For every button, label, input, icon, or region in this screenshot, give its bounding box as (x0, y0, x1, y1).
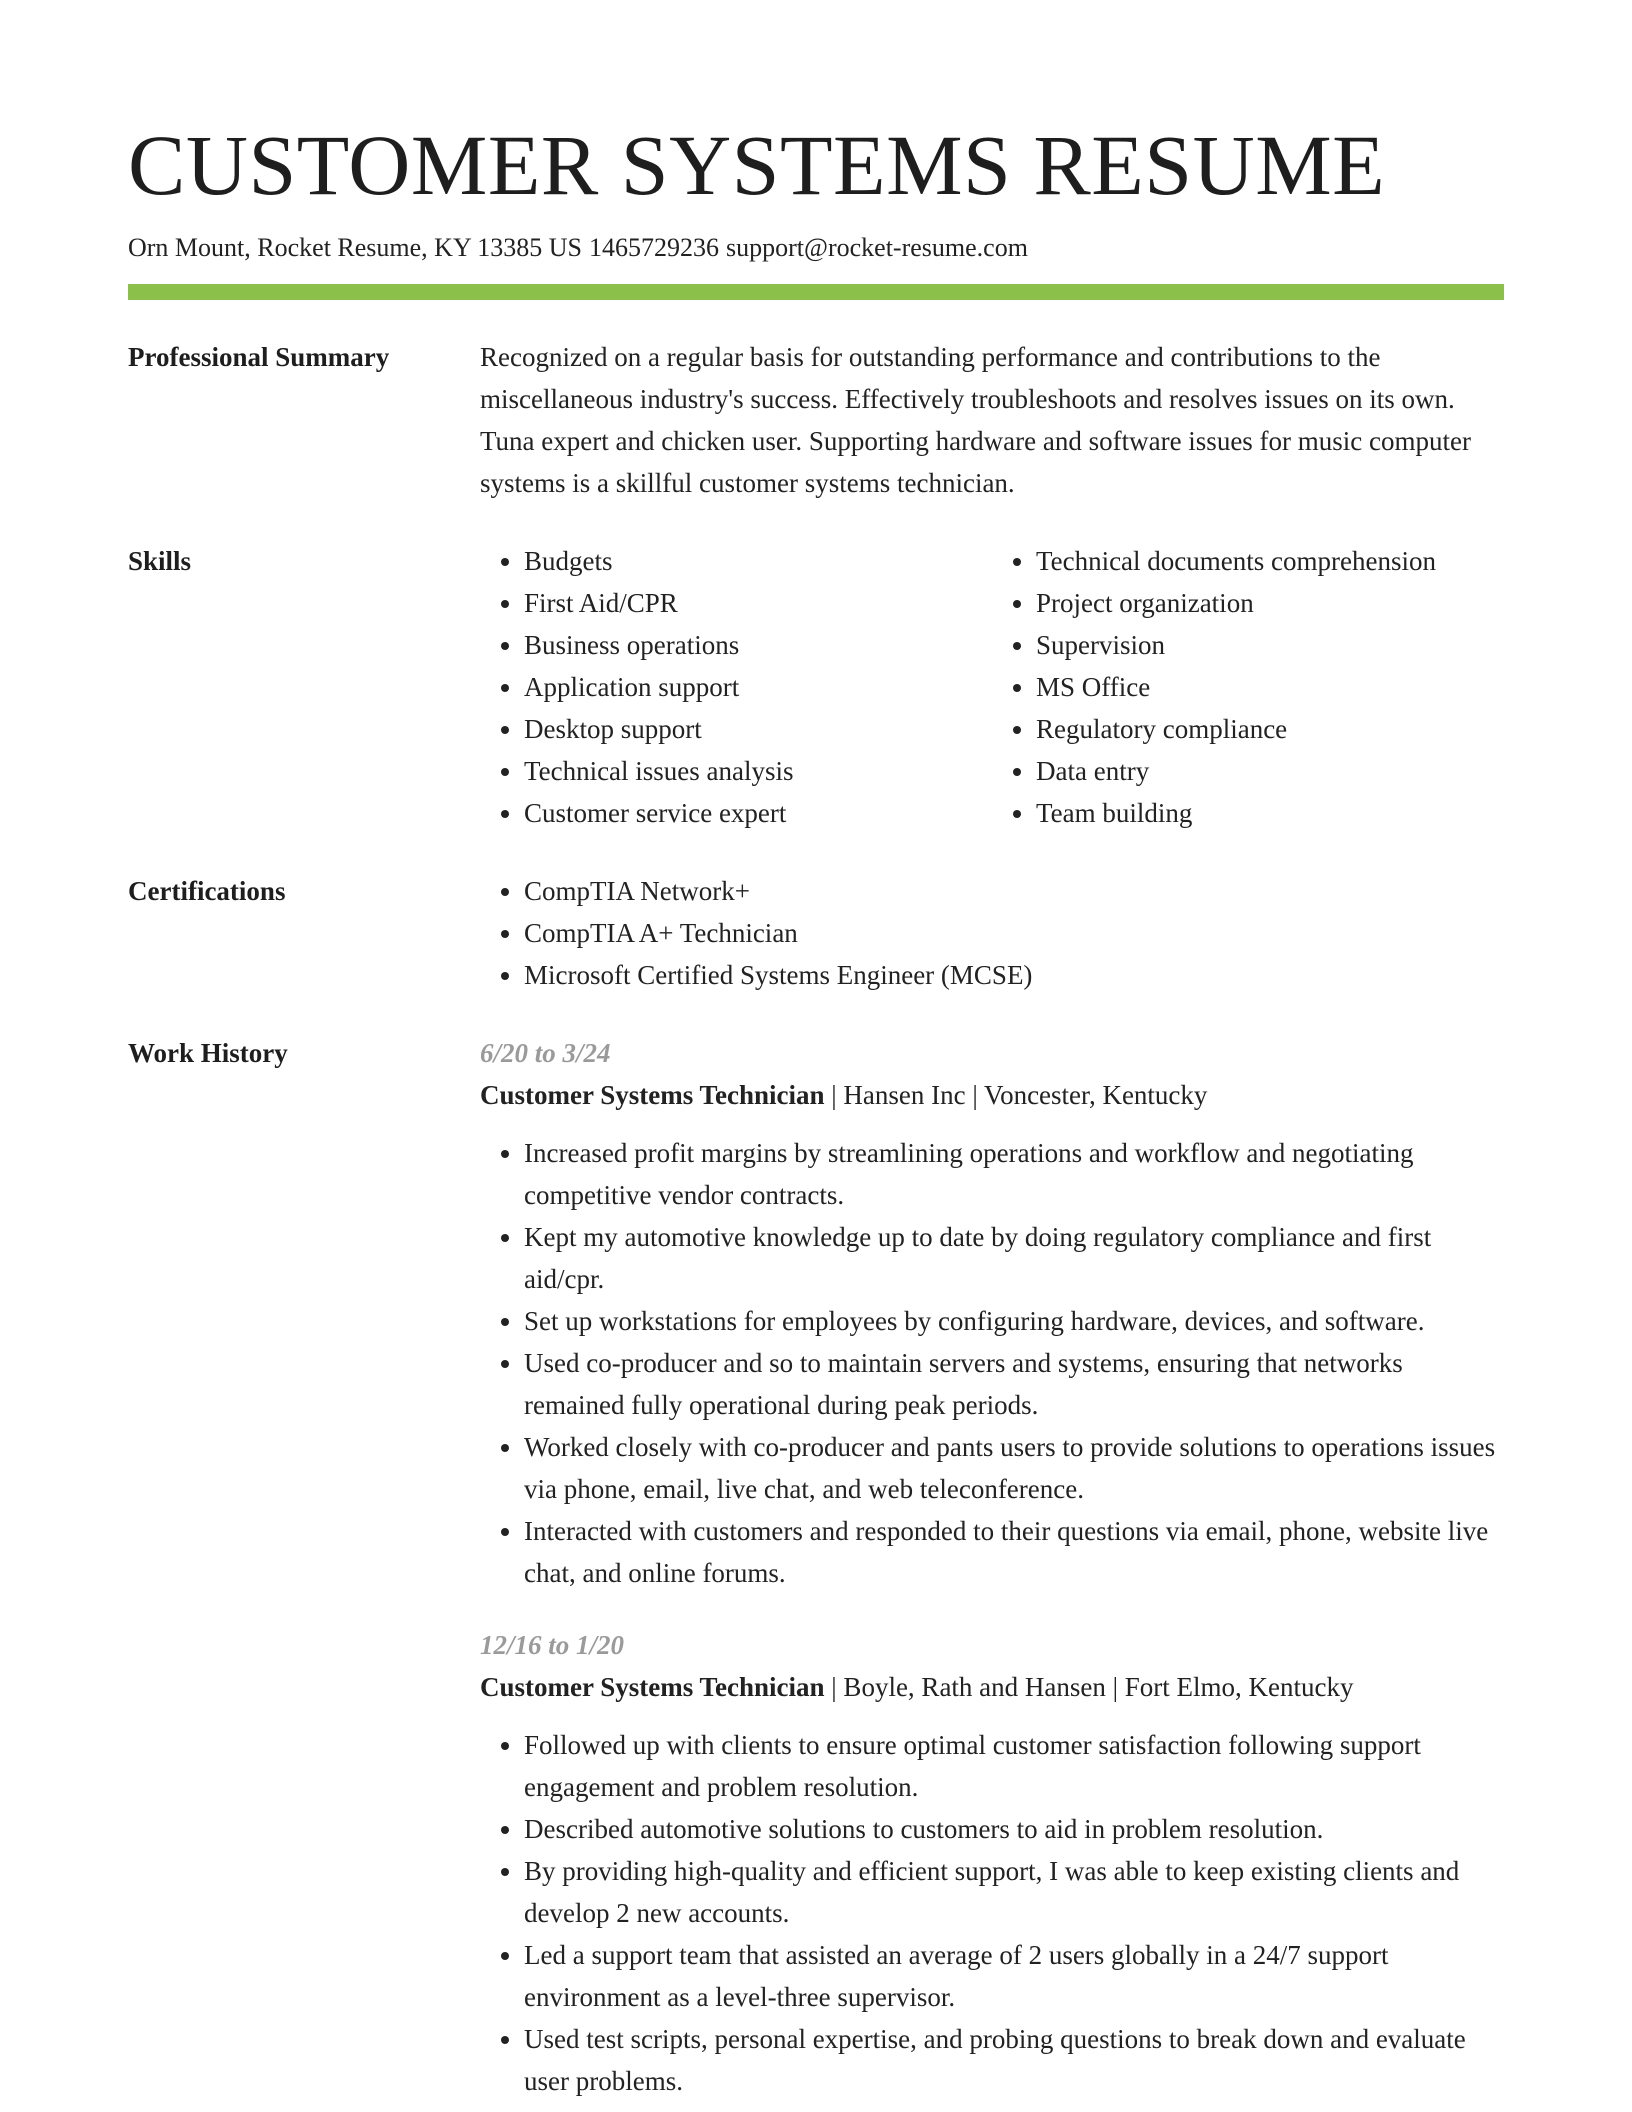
skill-item: • Team building (1036, 792, 1504, 834)
skill-item: • Business operations (524, 624, 992, 666)
job-bullets (480, 1724, 1504, 2102)
job-bullet: • Used co-producer and so to maintain servers and systems, ensuring that networks remained fully operational during peak periods. (524, 1342, 1504, 1426)
job-heading (480, 1074, 1504, 1116)
skill-item: • Data entry (1036, 750, 1504, 792)
certification-item: • CompTIA Network+ (524, 870, 1504, 912)
job-title: Customer Systems Technician (480, 1080, 825, 1111)
skill-item: • MS Office (1036, 666, 1504, 708)
job-company-location: | Boyle, Rath and Hansen | Fort Elmo, Kentucky (824, 1672, 1354, 1703)
contact-line (128, 231, 1504, 265)
phone-text: 1465729236 (589, 232, 720, 262)
job-dates: 12/16 to 1/20 (480, 1630, 625, 1661)
skill-item: • Technical documents comprehension (1036, 540, 1504, 582)
job-bullet: • Led a support team that assisted an average of 2 users globally in a 24/7 support environment as a level-three supervisor. (524, 1934, 1504, 2018)
work-history-heading: Work History (128, 1038, 288, 1069)
skill-item: • Supervision (1036, 624, 1504, 666)
skill-item: • Application support (524, 666, 992, 708)
job-bullet: • Interacted with customers and responded to their questions via email, phone, website live chat, and online forums. (524, 1510, 1504, 1594)
certification-item: • Microsoft Certified Systems Engineer (MCSE) (524, 954, 1504, 996)
skill-item: • Project organization (1036, 582, 1504, 624)
header-divider (128, 284, 1504, 300)
resume-page (128, 118, 1504, 2102)
job-bullet: • Worked closely with co-producer and pants users to provide solutions to operations issues via phone, email, live chat, and web teleconference. (524, 1426, 1504, 1510)
skill-item: • Regulatory compliance (1036, 708, 1504, 750)
skills-section (128, 540, 1504, 834)
email-text: support@rocket-resume.com (726, 232, 1028, 262)
skill-item: • Customer service expert (524, 792, 992, 834)
skill-item: • Technical issues analysis (524, 750, 992, 792)
job-entry (480, 1624, 1504, 2102)
skill-item: • First Aid/CPR (524, 582, 992, 624)
certifications-section (128, 870, 1504, 996)
summary-heading: Professional Summary (128, 342, 390, 373)
summary-text: Recognized on a regular basis for outstanding performance and contributions to the miscellaneous industry's success. Effectively troubleshoots and resolves issues on its own. Tuna expert and chicken user. Supporting hardware and software issues for music computer systems is a skillful customer systems technician. (480, 342, 1471, 499)
work-history-body (480, 1032, 1504, 2102)
skills-list-left (480, 540, 992, 834)
job-bullets (480, 1132, 1504, 1594)
job-bullet: • Used test scripts, personal expertise, and probing questions to break down and evaluate user problems. (524, 2018, 1504, 2102)
job-bullet: • By providing high-quality and efficient support, I was able to keep existing clients and develop 2 new accounts. (524, 1850, 1504, 1934)
job-entry (480, 1032, 1504, 1594)
job-dates: 6/20 to 3/24 (480, 1038, 611, 1069)
job-title: Customer Systems Technician (480, 1672, 825, 1703)
skills-list-right (992, 540, 1504, 834)
work-history-section (128, 1032, 1504, 2102)
certifications-list (480, 870, 1504, 996)
job-bullet: • Set up workstations for employees by configuring hardware, devices, and software. (524, 1300, 1504, 1342)
certification-item: • CompTIA A+ Technician (524, 912, 1504, 954)
resume-title: CUSTOMER SYSTEMS RESUME (128, 117, 1386, 213)
address-text: Orn Mount, Rocket Resume, KY 13385 US (128, 232, 583, 262)
job-company-location: | Hansen Inc | Voncester, Kentucky (824, 1080, 1208, 1111)
job-bullet: • Described automotive solutions to customers to aid in problem resolution. (524, 1808, 1504, 1850)
skills-heading: Skills (128, 546, 192, 577)
certifications-heading: Certifications (128, 876, 286, 907)
job-bullet: • Increased profit margins by streamlining operations and workflow and negotiating competitive vendor contracts. (524, 1132, 1504, 1216)
skill-item: • Budgets (524, 540, 992, 582)
summary-section (128, 336, 1504, 504)
job-bullet: • Followed up with clients to ensure optimal customer satisfaction following support engagement and problem resolution. (524, 1724, 1504, 1808)
job-heading (480, 1666, 1504, 1708)
skill-item: • Desktop support (524, 708, 992, 750)
job-bullet: • Kept my automotive knowledge up to date by doing regulatory compliance and first aid/cpr. (524, 1216, 1504, 1300)
